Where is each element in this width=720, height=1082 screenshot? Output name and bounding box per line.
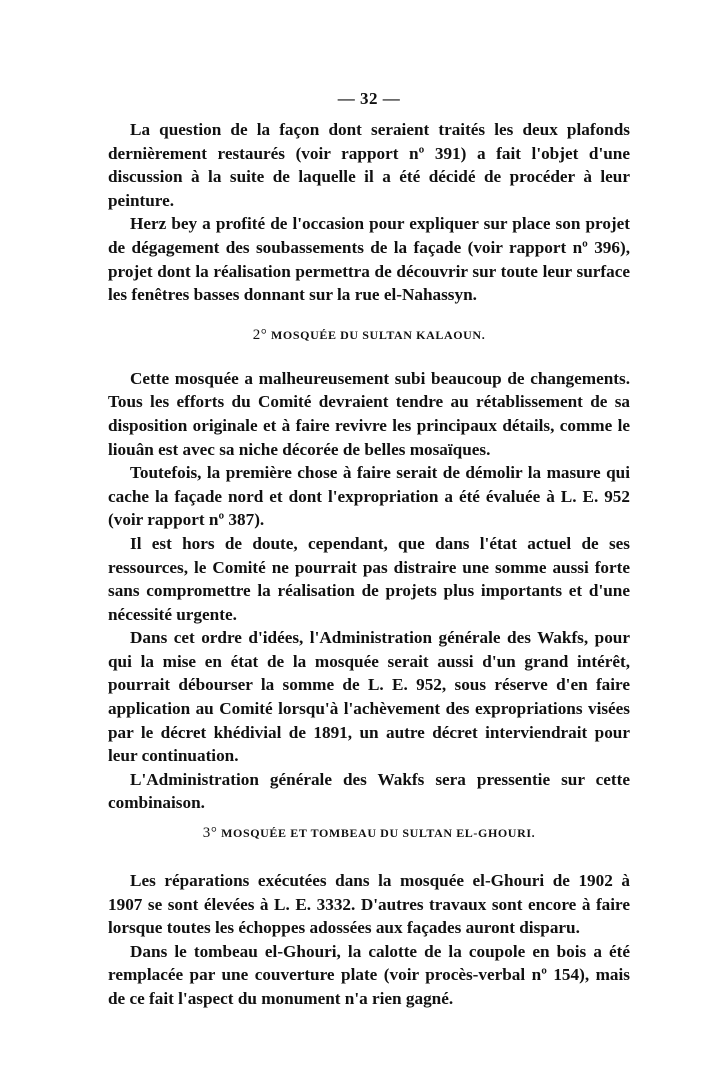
paragraph: Dans cet ordre d'idées, l'Administration générale des Wakfs, pour qui la mise en état de la mosquée serait aussi d'un grand intérêt, pourrait débourser la somme de L. E. 952, sous réserve d'en faire application au Comité lorsqu'à l'achèvement des expropriations visées par le décret khédivial de 1891, un autre décret interviendrait pour leur continuation. [108,628,630,766]
paragraph: Les réparations exécutées dans la mosquée el-Ghouri de 1902 à 1907 se sont élevées à L. E. 3332. D'autres travaux sont encore à faire lorsque toutes les échoppes adossées aux façades auront disparu. [108,871,630,938]
section-title: MOSQUÉE ET TOMBEAU DU SULTAN EL-GHOURI. [221,826,536,841]
paragraph-ceilings: La question de la façon dont seraient traités les deux plafonds dernièrement restaurés (voir rapport nº 391) a fait l'objet d'une discussion à la suite de laquelle il a été décidé de procéder à leur peinture. [108,120,630,210]
paragraph: Cette mosquée a malheureusement subi beaucoup de changements. Tous les efforts du Comité devraient tendre au rétablissement de sa disposition originale et à faire revivre les principaux détails, comme le liouân est avec sa niche décorée de belles mosaïques. [108,368,630,459]
section-number: 3° [202,825,218,842]
paragraph-herz-bey: Herz bey a profité de l'occasion pour expliquer sur place son projet de dégagement des soubassements de la façade (voir rapport nº 396), projet dont la réalisation permettra de découvrir sur toute leur surface les fenêtres basses donnant sur la rue el-Nahassyn. [108,214,630,305]
section-heading-kalaoun [108,325,630,345]
paragraph: Toutefois, la première chose à faire serait de démolir la masure qui cache la façade nord et dont l'expropriation a été évaluée à L. E. 952 (voir rapport nº 387). [108,463,630,530]
document-page [108,88,630,1011]
section-title: MOSQUÉE DU SULTAN KALAOUN. [271,327,486,342]
paragraph: L'Administration générale des Wakfs sera pressentie sur cette combinaison. [108,769,630,813]
page-number: — 32 — [337,89,401,108]
section-heading-el-ghouri [108,823,630,843]
section-number: 2° [252,326,268,343]
paragraph: Dans le tombeau el-Ghouri, la calotte de la coupole en bois a été remplacée par une couverture plate (voir procès-verbal nº 154), mais de ce fait l'aspect du monument n'a rien gagné. [108,941,630,1008]
paragraph: Il est hors de doute, cependant, que dans l'état actuel de ses ressources, le Comité ne pourrait pas distraire une somme aussi forte sans compromettre la réalisation de projets plus importants et d'une nécessité urgente. [108,533,630,624]
